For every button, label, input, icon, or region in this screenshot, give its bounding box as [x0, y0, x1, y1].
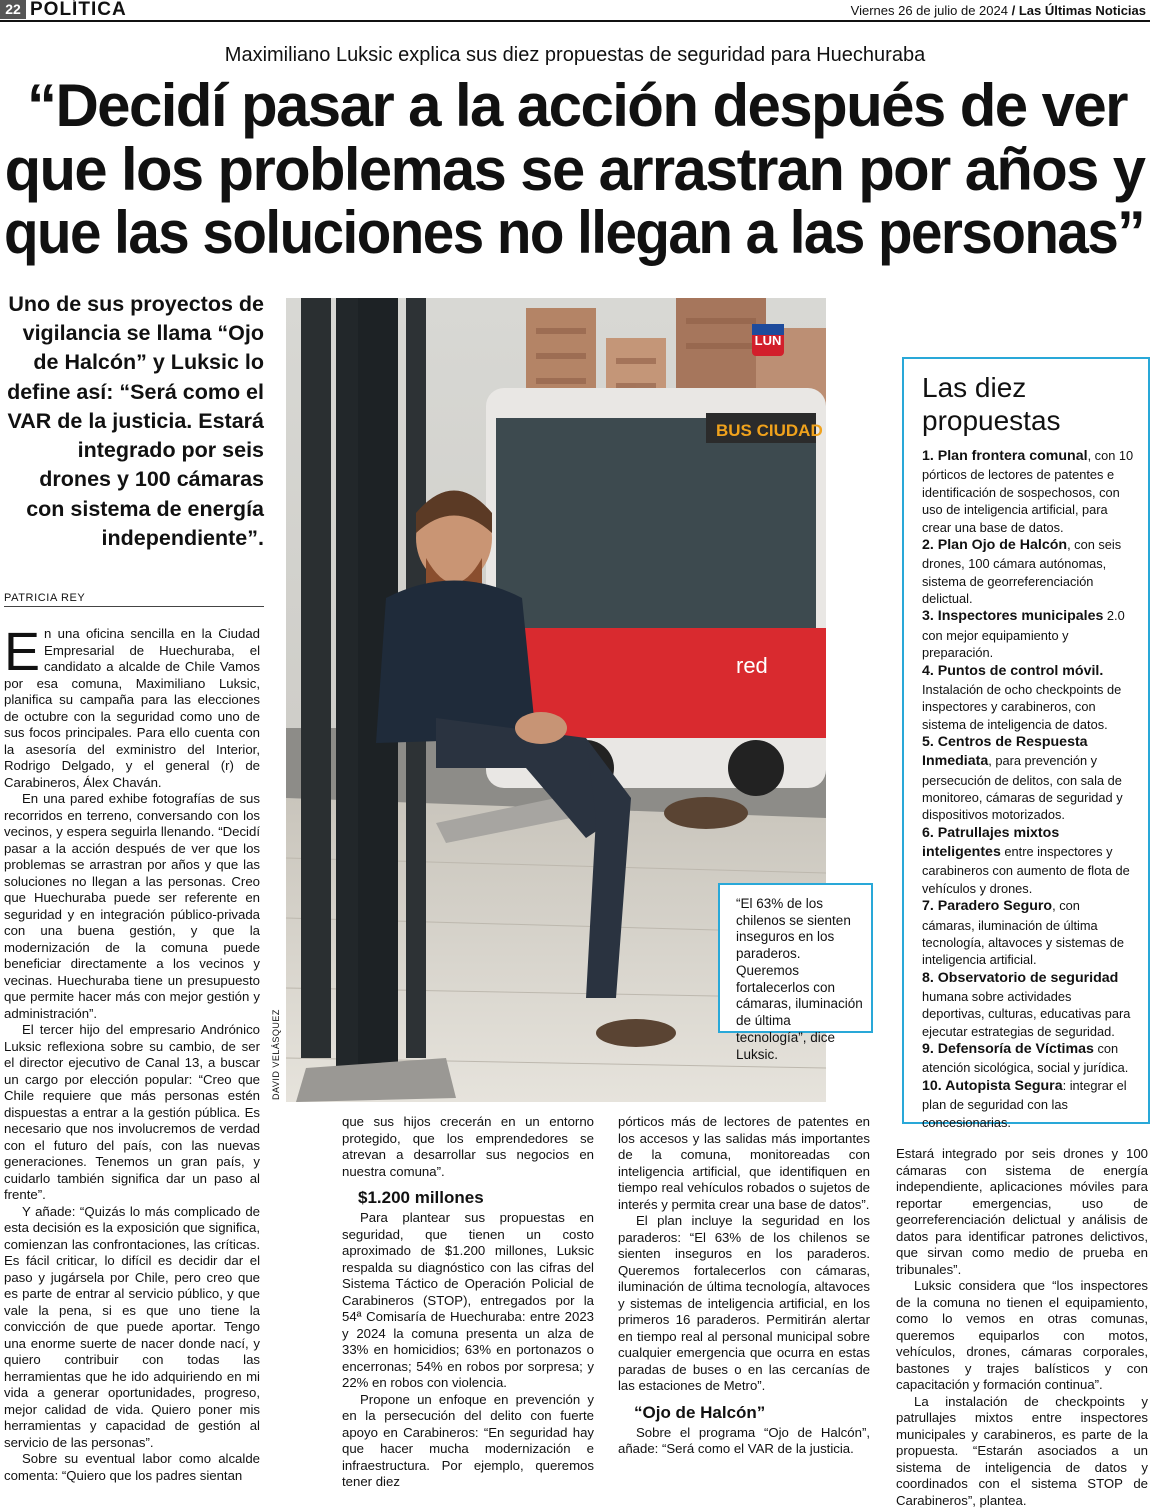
article-subhead: “Ojo de Halcón”: [634, 1403, 870, 1423]
paragraph: La instalación de checkpoints y patrullajes mixtos entre inspectores municipales y carabineros, es parte de la propuesta. “Estarán asociados a un sistema de inteligencia de datos y coordinados con el sistema STOP de Carabineros”, plantea.: [896, 1394, 1148, 1509]
proposal-item: 4. Puntos de control móvil. Instalación de ocho checkpoints de inspectores y carabineros, con sistema de inteligencia de datos.: [922, 662, 1134, 733]
paragraph: pórticos más de lectores de patentes en los accesos y las salidas más importantes de la comuna, monitoreadas con inteligencia artificial, que identifiquen en tiempo real vehículos robados o sujetos de interés y permita crear una base de datos”.: [618, 1114, 870, 1213]
photo-credit: DAVID VELÁSQUEZ: [271, 1009, 281, 1100]
page-number: 22: [0, 0, 26, 19]
headline-line: que las soluciones no llegan a las personas”: [4, 201, 1084, 265]
publication-name: Las Últimas Noticias: [1019, 3, 1146, 18]
paragraph: Para plantear sus propuestas en seguridad, que tienen un costo aproximado de $1.200 millones, Luksic respalda su diagnóstico con las cifras del Sistema Táctico de Operación Policial de Carabineros (STOP), entregados por la 54ª Comisaría de Huechuraba: entre 2023 y 2024 la comuna presenta un alza de 33% en homicidios; 63% en portonazos o encerronas; 54% en robos por sorpresa; y 22% en robos con violencia.: [342, 1210, 594, 1392]
article-kicker: Maximiliano Luksic explica sus diez propuestas de seguridad para Huechuraba: [0, 44, 1150, 67]
proposals-sidebar: [902, 357, 1150, 1124]
section-name: POLÍTICA: [30, 0, 127, 21]
article-column-1: [4, 626, 260, 1468]
article-headline: [4, 74, 1150, 265]
byline: PATRICIA REY: [4, 592, 264, 607]
proposal-item: 2. Plan Ojo de Halcón, con seis drones, 100 cámara autónomas, sistema de georreferenciación delictual.: [922, 536, 1134, 607]
proposal-item: 7. Paradero Seguro, con cámaras, iluminación de última tecnología, altavoces y sistemas de inteligencia artificial.: [922, 897, 1134, 968]
sidebar-title: Las diez propuestas: [922, 371, 1134, 437]
article-column-3: [618, 1114, 870, 1470]
paragraph: Sobre su eventual labor como alcalde comenta: “Quiero que los padres sientan: [4, 1451, 260, 1484]
proposal-item: 9. Defensoría de Víctimas con atención sicológica, social y jurídica.: [922, 1040, 1134, 1077]
lun-logo: [752, 324, 784, 356]
article-column-4: [896, 1146, 1148, 1470]
paragraph: En una pared exhibe fotografías de sus recorridos en terreno, conversando con los vecinos, y espera seguirla llenando. “Decidí pasar a la acción después de ver que los problemas se arrastran por años y que las soluciones no llegan a las personas. Creo que Huechuraba puede ser referente en seguridad y en integración público-privada con una buena gestión, y que la modernización de la comuna puede beneficiar directamente a los vecinos y vecinas. Huechuraba tiene un presupuesto que permite hacer más con mejor gestión y administración”.: [4, 791, 260, 1022]
headline-line: “Decidí pasar a la acción después de ver: [4, 74, 1150, 138]
paragraph: Sobre el programa “Ojo de Halcón”, añade: “Será como el VAR de la justicia.: [618, 1425, 870, 1458]
paragraph: Y añade: “Quizás lo más complicado de esta decisión es la exposición que significa, comienzan las confrontaciones, las críticas. Es fácil criticar, lo difícil es decidir dar el paso y jugársela por Chile, pero creo que es parte de entrar al servicio público, y que vale la pena, si es que uno tiene la convicción de que puede aportar. Tengo una enorme suerte de nacer donde nací, y quiero contribuir con todas las herramientas que he ido adquiriendo en mi vida a generar oportunidades, progreso, mejor calidad de vida. Quiero poner mis herramientas y capacidad de gestión al servicio de las personas”.: [4, 1204, 260, 1452]
proposal-item: 5. Centros de Respuesta Inmediata, para prevención y persecución de delitos, con sala de monitoreo, cámaras de seguridad y dispositivos motorizados.: [922, 733, 1134, 824]
dateline-separator: /: [1012, 3, 1016, 18]
bus-brand-text: red: [736, 653, 768, 678]
dateline: [851, 3, 1146, 18]
paragraph: Luksic considera que “los inspectores de la comuna no tienen el equipamiento, como lo vemos en otras comunas, queremos equiparlos con motos, vehículos, drones, cámaras corporales, bastones y trajes balísticos y con capacitación y formación continua”.: [896, 1278, 1148, 1394]
paragraph: El tercer hijo del empresario Andrónico Luksic reflexiona sobre su cambio, de ser el director ejecutivo de Canal 13, a buscar un cargo por elección popular: “Creo que Chile requiere que más personas estén dispuestas a entrar a la gestión pública. Es necesario que nos involucremos de verdad con el futuro del país, con las nuevas generaciones. Tenemos un gran país, y cuidarlo también significa dar un paso al frente”.: [4, 1022, 260, 1204]
article-column-2: [342, 1114, 594, 1470]
article-dek: Uno de sus proyectos de vigilancia se llama “Ojo de Halcón” y Luksic lo define así: “Será como el VAR de la justicia. Estará integrado por seis drones y 100 cámaras con sistema de energía independiente”.: [6, 290, 264, 553]
logo-text: LUN: [752, 334, 784, 348]
proposal-item: 3. Inspectores municipales 2.0 con mejor equipamiento y preparación.: [922, 607, 1134, 661]
issue-date: Viernes 26 de julio de 2024: [851, 3, 1008, 18]
page-header: [0, 0, 1150, 22]
proposal-item: 6. Patrullajes mixtos inteligentes entre inspectores y carabineros con aumento de flota de vehículos y drones.: [922, 824, 1134, 897]
pull-quote: “El 63% de los chilenos se sienten inseguros en los paraderos. Queremos fortalecerlos con cámaras, iluminación de última tecnología”, dice Luksic.: [718, 883, 873, 1033]
proposal-item: 10. Autopista Segura: integrar el plan de seguridad con las concesionarias.: [922, 1077, 1134, 1131]
headline-line: que los problemas se arrastran por años y: [4, 138, 1145, 202]
paragraph: El plan incluye la seguridad en los paraderos: “El 63% de los chilenos se sienten inseguros en los paraderos. Queremos fortalecerlos con cámaras, iluminación de última tecnología, altavoces y sistemas de inteligencia artificial, en los primeros 16 paraderos. Permitirán alertar en tiempo real al personal municipal sobre cualquier emergencia que ocurra en estas paradas de buses o en las cercanías de las estaciones de Metro”.: [618, 1213, 870, 1395]
proposal-item: 1. Plan frontera comunal, con 10 pórticos de lectores de patentes e identificación de sospechosos, con uso de inteligencia artificial, para crear una base de datos.: [922, 447, 1134, 536]
bus-destination-sign: BUS CIUDAD: [716, 421, 823, 440]
paragraph: que sus hijos crecerán en un entorno protegido, que los emprendedores se atrevan a desarrollar sus negocios en nuestra comuna”.: [342, 1114, 594, 1180]
drop-cap: E: [4, 630, 40, 674]
proposals-list: [922, 447, 1134, 1131]
paragraph: Estará integrado por seis drones y 100 cámaras con sistema de energía independiente, aplicaciones móviles para reportar emergencias, uso de georreferenciación delictual y análisis de datos para identificar patrones delictivos, que sirvan como medio de prueba en tribunales”.: [896, 1146, 1148, 1278]
paragraph: Propone un enfoque en prevención y en la persecución del delito con fuerte apoyo en Carabineros: “En seguridad hay que hacer mucha modernización e infraestructura. Por ejemplo, queremos tener diez: [342, 1392, 594, 1491]
proposal-item: 8. Observatorio de seguridad humana sobre actividades deportivas, culturas, educativas para ejecutar estrategias de seguridad.: [922, 969, 1134, 1040]
article-subhead: $1.200 millones: [358, 1188, 594, 1208]
paragraph: En una oficina sencilla en la Ciudad Empresarial de Huechuraba, el candidato a alcalde de Chile Vamos por esa comuna, Maximiliano Luksic, planifica su campaña para las elecciones de octubre con la seguridad como uno de sus focos principales. Para ello cuenta con la asesoría del exministro del Interior, Rodrigo Delgado, y el general (r) de Carabineros, Álex Chaván.: [4, 626, 260, 791]
